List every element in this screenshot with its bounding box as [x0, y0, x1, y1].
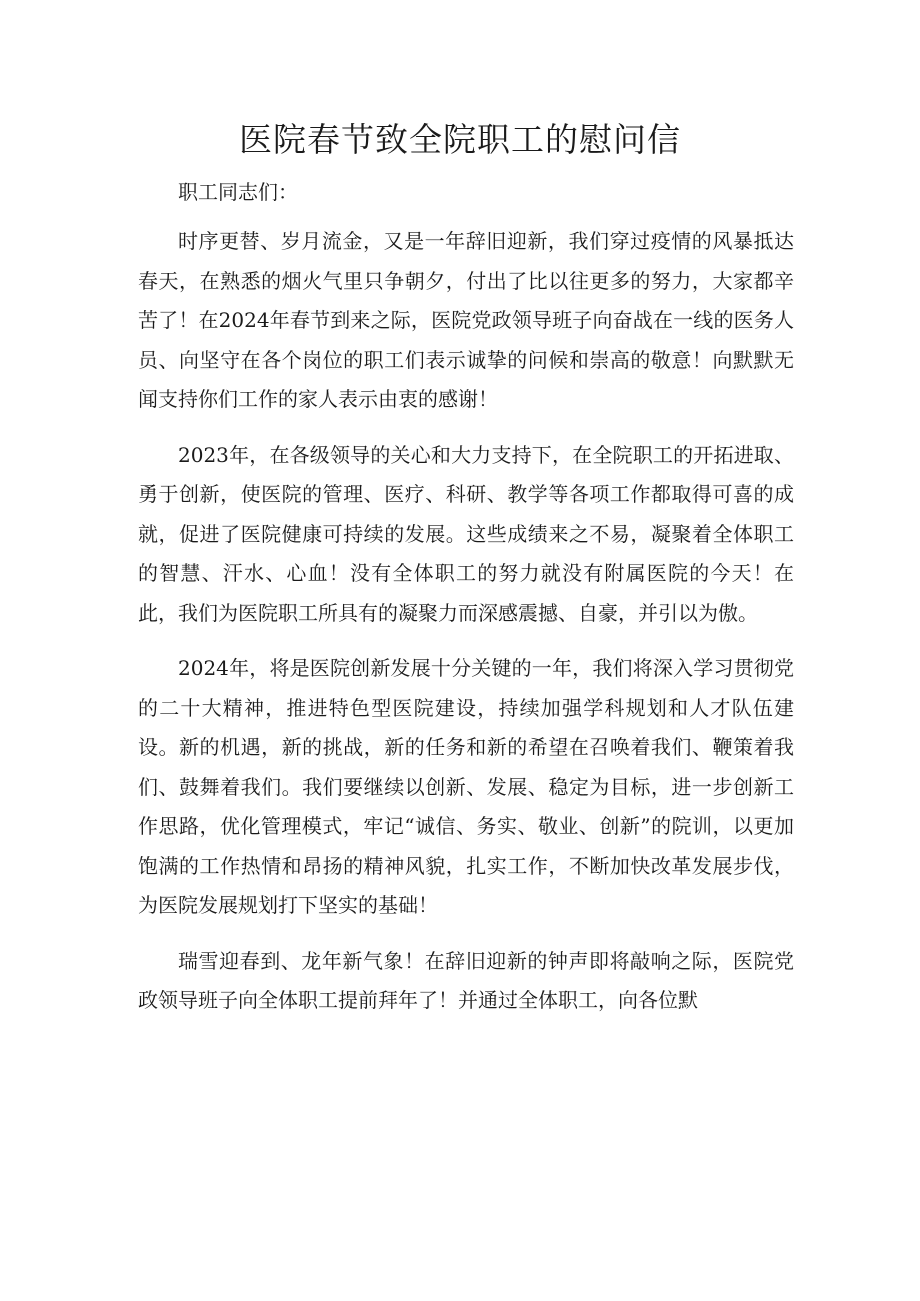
paragraph-4: 瑞雪迎春到、龙年新气象！在辞旧迎新的钟声即将敲响之际，医院党政领导班子向全体职工提前拜年了！并通过全体职工，向各位默 — [138, 948, 794, 1012]
paragraph-3: 2024年，将是医院创新发展十分关键的一年，我们将深入学习贯彻党的二十大精神，推进特色型医院建设，持续加强学科规划和人才队伍建设。新的机遇，新的挑战，新的任务和新的希望在召唤着我们、鞭策着我们、鼓舞着我们。我们要继续以创新、发展、稳定为目标，进一步创新工作思路，优化管理模式，牢记“诚信、务实、敬业、创新”的院训，以更加饱满的工作热情和昂扬的精神风貌，扎实工作，不断加快改革发展步伐，为医院发展规划打下坚实的基础！ — [138, 656, 794, 917]
salutation: 职工同志们： — [178, 180, 298, 204]
paragraph-2: 2023年，在各级领导的关心和大力支持下，在全院职工的开拓进取、勇于创新，使医院的管理、医疗、科研、教学等各项工作都取得可喜的成就，促进了医院健康可持续的发展。这些成绩来之不易，凝聚着全体职工的智慧、汗水、心血！没有全体职工的努力就没有附属医院的今天！在此，我们为医院职工所具有的凝聚力而深感震撼、自豪，并引以为傲。 — [138, 442, 794, 625]
document-title: 医院春节致全院职工的慰问信 — [239, 120, 681, 159]
letter-body — [138, 222, 794, 1037]
paragraph-1: 时序更替、岁月流金，又是一年辞旧迎新，我们穿过疫情的风暴抵达春天，在熟悉的烟火气里只争朝夕，付出了比以往更多的努力，大家都辛苦了！在2024年春节到来之际，医院党政领导班子向奋战在一线的医务人员、向坚守在各个岗位的职工们表示诚挚的问候和崇高的敬意！向默默无闻支持你们工作的家人表示由衷的感谢！ — [138, 229, 794, 411]
